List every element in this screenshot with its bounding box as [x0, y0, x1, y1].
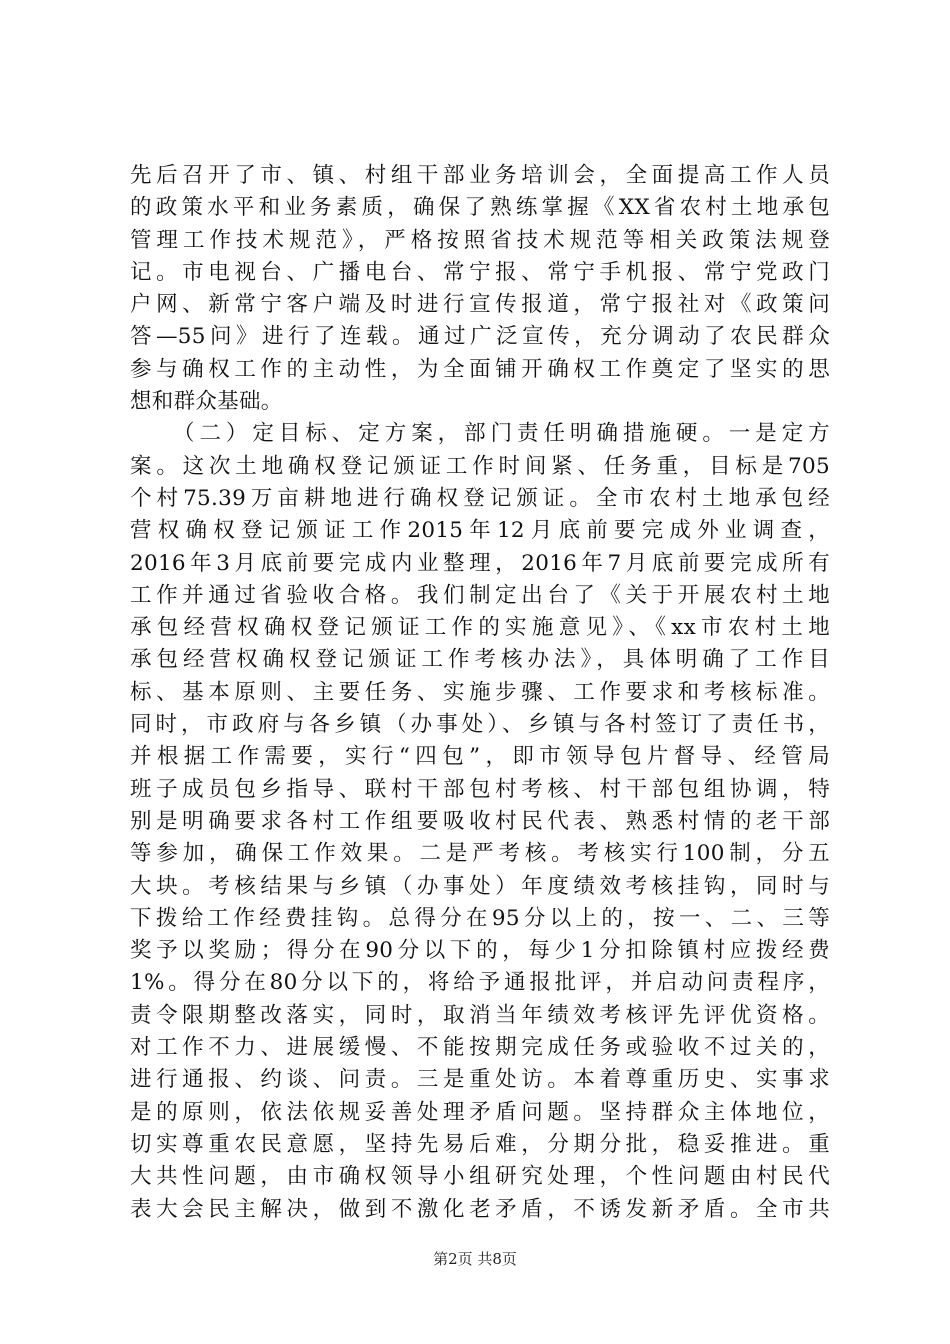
text-line: 同时，市政府与各乡镇（办事处）、乡镇与各村签订了责任书， — [130, 712, 830, 738]
text-line: 并根据工作需要，实行“四包”，即市领导包片督导、经管局 — [130, 744, 830, 770]
text-line: 对工作不力、进展缓慢、不能按期完成任务或验收不过关的， — [130, 1035, 830, 1061]
text-line: 表大会民主解决，做到不激化老矛盾，不诱发新矛盾。全市共 — [130, 1196, 830, 1222]
text-line: 班子成员包乡指导、联村干部包村考核、村干部包组协调，特 — [130, 776, 830, 802]
text-line: 个村75.39万亩耕地进行确权登记颁证。全市农村土地承包经 — [130, 485, 830, 511]
text-line: 大块。考核结果与乡镇（办事处）年度绩效考核挂钩，同时与 — [130, 873, 830, 899]
text-line: 别是明确要求各村工作组要吸收村民代表、熟悉村情的老干部 — [130, 808, 830, 834]
text-line: 的政策水平和业务素质，确保了熟练掌握《XX省农村土地承包 — [130, 195, 830, 221]
text-line: 先后召开了市、镇、村组干部业务培训会，全面提高工作人员 — [130, 163, 830, 188]
text-line: 案。这次土地确权登记颁证工作时间紧、任务重，目标是705 — [130, 453, 830, 479]
text-line: 工作并通过省验收合格。我们制定出台了《关于开展农村土地 — [130, 582, 830, 608]
text-line: 户网、新常宁客户端及时进行宣传报道，常宁报社对《政策问 — [130, 292, 830, 318]
text-line: 答—55问》进行了连载。通过广泛宣传，充分调动了农民群众 — [130, 324, 830, 350]
text-line: 奖予以奖励；得分在90分以下的，每少1分扣除镇村应拨经费 — [130, 938, 830, 964]
text-line: 进行通报、约谈、问责。三是重处访。本着尊重历史、实事求 — [130, 1067, 830, 1093]
text-line: 大共性问题，由市确权领导小组研究处理，个性问题由村民代 — [130, 1164, 830, 1190]
text-line: 参与确权工作的主动性，为全面铺开确权工作奠定了坚实的思 — [130, 356, 830, 382]
text-line: 等参加，确保工作效果。二是严考核。考核实行100制，分五 — [130, 841, 830, 867]
section-heading-line: （二）定目标、定方案，部门责任明确措施硬。一是定方 — [173, 421, 830, 447]
text-line: 切实尊重农民意愿，坚持先易后难，分期分批，稳妥推进。重 — [130, 1131, 830, 1157]
text-line: 想和群众基础。 — [130, 389, 283, 415]
text-line: 营权确权登记颁证工作2015年12月底前要完成外业调查， — [130, 518, 830, 544]
text-line: 承包经营权确权登记颁证工作的实施意见》、《xx市农村土地 — [130, 615, 830, 641]
text-line: 2016年3月底前要完成内业整理，2016年7月底前要完成所有 — [130, 550, 830, 576]
body-text — [130, 160, 830, 1226]
text-line: 承包经营权确权登记颁证工作考核办法》，具体明确了工作目 — [130, 647, 830, 673]
text-line: 下拨给工作经费挂钩。总得分在95分以上的，按一、二、三等 — [130, 905, 830, 931]
text-line: 1%。得分在80分以下的，将给予通报批评，并启动问责程序， — [130, 970, 830, 996]
text-line: 责令限期整改落实，同时，取消当年绩效考核评先评优资格。 — [130, 1002, 830, 1028]
text-line: 标、基本原则、主要任务、实施步骤、工作要求和考核标准。 — [130, 679, 830, 705]
page-number-footer: 第2页 共8页 — [433, 1250, 517, 1268]
text-line: 管理工作技术规范》，严格按照省技术规范等相关政策法规登 — [130, 227, 830, 253]
text-line: 是的原则，依法依规妥善处理矛盾问题。坚持群众主体地位， — [130, 1099, 830, 1125]
text-line: 记。市电视台、广播电台、常宁报、常宁手机报、常宁党政门 — [130, 259, 830, 285]
